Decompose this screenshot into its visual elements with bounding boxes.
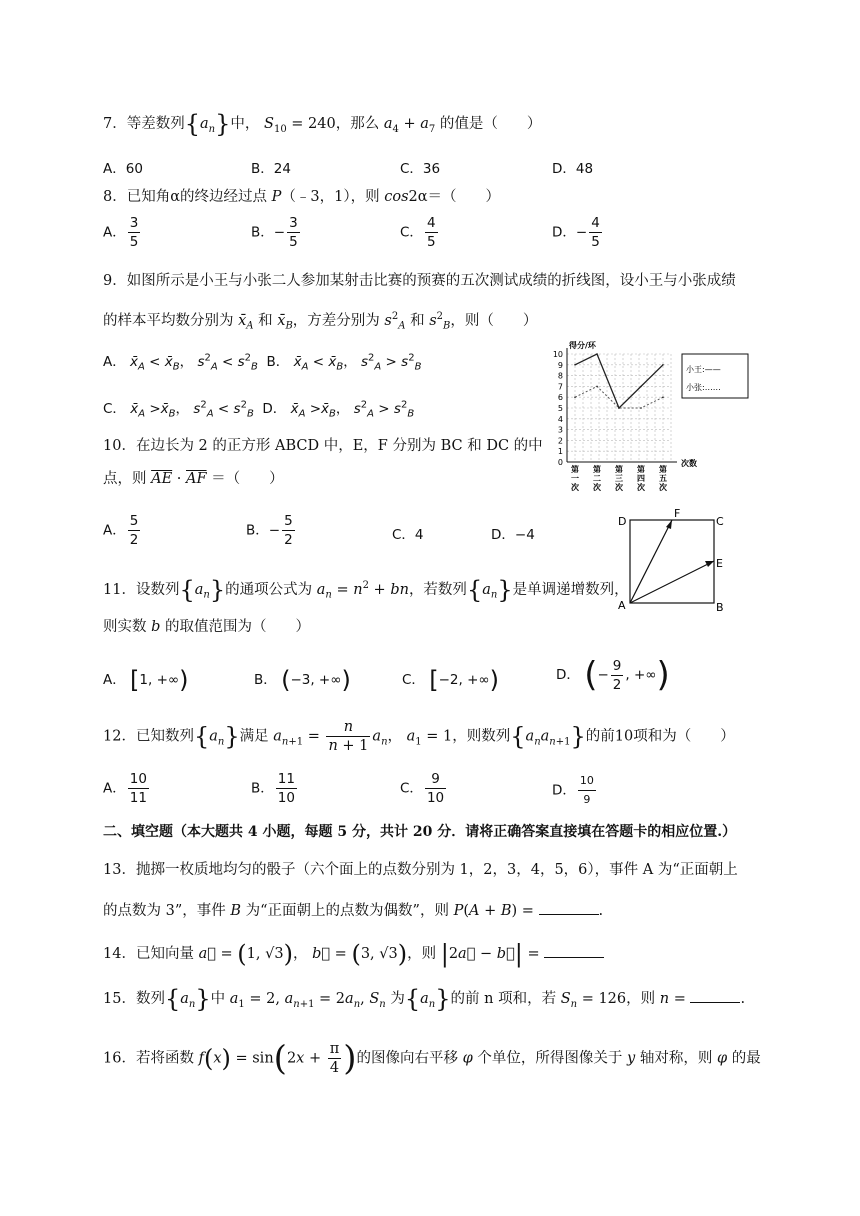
series-line-xiaowang (575, 354, 663, 408)
q8-option-a[interactable]: A． $\frac{3}{5}$ (103, 215, 139, 250)
q9-options-row2[interactable]: C． $x̄_A$ $>x̄_B$， $s^2_A < s^2_B$ D． $x̄_A$ $>x̄_B$， $s^2_A > s^2_B$ (103, 399, 415, 420)
q10-line1: 10．在边长为 2 的正方形 ABCD 中，E，F 分别为 BC 和 DC 的中 (103, 438, 543, 454)
chart-y-tick-label: 10 (552, 350, 563, 359)
chart-point (596, 386, 598, 388)
label-a: A (618, 599, 626, 612)
chart-point (618, 407, 620, 409)
q11-option-a[interactable]: A． [1, +∞) (103, 666, 189, 694)
q10-option-d[interactable]: D．−4 (491, 527, 535, 543)
q16-stem: 16．若将函数 f(x) = sin(2x + $\frac{\pi}{4}$ )的图像向右平移 φ 个单位，所得图像关于 y 轴对称，则 φ 的最 (103, 1038, 761, 1079)
q10-option-b[interactable]: B．− $\frac{5}{2}$ (246, 513, 293, 548)
q12-option-b[interactable]: B． $\frac{11}{10}$ (251, 771, 295, 806)
chart-y-tick-label: 8 (557, 371, 563, 381)
q14-stem: 14．已知向量 a⃗ = (1, √3)， b⃗ = (3, √3)，则 |2a⃗ − b⃗| = (103, 943, 604, 964)
chart-y-tick-label: 9 (557, 360, 563, 370)
q8-stem: 8．已知角α的终边经过点 P（﹣3，1），则 cos2α＝（ ） (103, 189, 501, 205)
q8-option-b[interactable]: B．− $\frac{3}{5}$ (251, 215, 298, 250)
chart-point (662, 364, 664, 366)
chart-y-tick-label: 5 (557, 404, 563, 413)
vector-af (630, 520, 672, 603)
q7-stem: 7．等差数列$\{a_n\}$中， $S_{10} = 240$，那么 $a_4 + a_7$ 的值是（ ） (103, 110, 542, 138)
q11-option-b[interactable]: B． (−3, +∞) (254, 666, 351, 694)
chart-y-tick-label: 6 (557, 393, 563, 403)
q7-option-c[interactable]: C．36 (400, 161, 441, 177)
chart-x-tick-label: 第四次 (637, 465, 645, 492)
chart-point (574, 364, 576, 366)
chart-legend-xiaowang: 小王:—— (686, 365, 721, 374)
q15-stem: 15．数列$\{a_n\}$中 $a_1 = 2$, $a_{n+1} = 2a_n$, $S_n$ 为$\{a_n\}$的前 n 项和，若 $S_n = 126$，则 n = . (103, 985, 746, 1013)
chart-y-tick-label: 3 (557, 425, 563, 435)
q12-option-d[interactable]: D． $\frac{10}{9}$ (552, 774, 594, 806)
square-outline (630, 520, 714, 603)
q8-option-d[interactable]: D．− $\frac{4}{5}$ (552, 215, 600, 250)
q11-option-c[interactable]: C． [−2, +∞) (402, 666, 500, 694)
q13-line2: 的点数为 3”，事件 B 为“正面朝上的点数为偶数”，则 P(A + B) = . (103, 900, 603, 921)
q8-option-c[interactable]: C． $\frac{4}{5}$ (400, 215, 436, 250)
chart-legend-xiaozhang: 小张:…… (686, 383, 721, 392)
chart-point (662, 396, 664, 398)
q11-line2: 则实数 b 的取值范围为（ ） (103, 619, 311, 635)
q10-option-a[interactable]: A． $\frac{5}{2}$ (103, 513, 139, 548)
shooting-score-line-chart (545, 340, 775, 502)
q11-option-d[interactable]: D． (− $\frac{9}{2}$ , +∞) (556, 655, 670, 695)
label-f: F (674, 507, 681, 520)
chart-y-tick-label: 0 (557, 458, 563, 467)
q10-option-c[interactable]: C．4 (392, 527, 424, 543)
chart-y-tick-label: 4 (557, 414, 563, 424)
chart-x-tick-label: 第五次 (659, 465, 667, 492)
chart-x-tick-label: 第二次 (593, 465, 601, 492)
vector-ae-arrow (705, 561, 714, 567)
chart-y-axis-title: 得分/环 (569, 341, 596, 350)
chart-y-tick-label: 1 (557, 447, 563, 457)
chart-point (574, 396, 576, 398)
vector-af-arrow (666, 520, 672, 529)
q7-option-d[interactable]: D．48 (552, 161, 594, 177)
q12-option-a[interactable]: A． $\frac{10}{11}$ (103, 771, 147, 806)
vector-ae (630, 561, 714, 603)
q7-option-a[interactable]: A．60 (103, 161, 143, 177)
q9-line2: 的样本平均数分别为 $x̄_A$ 和 $x̄_B$，方差分别为 $s^2_A$ 和 $s^2_B$，则（ ） (103, 311, 538, 332)
q7-option-b[interactable]: B．24 (251, 161, 291, 177)
label-c: C (716, 515, 724, 528)
q10-line2: 点，则 $\overline{AE} \cdot \overline{AF}$ ＝（ ） (103, 471, 284, 487)
chart-x-axis-title: 次数 (681, 459, 697, 468)
chart-point (596, 353, 598, 355)
chart-point (640, 386, 642, 388)
q9-line1: 9．如图所示是小王与小张二人参加某射击比赛的预赛的五次测试成绩的折线图，设小王与小张成绩 (103, 273, 736, 289)
label-d: D (618, 515, 627, 528)
section-2-heading: 二、填空题（本大题共 4 小题，每题 5 分，共计 20 分．请将正确答案直接填在答题卡的相应位置.） (103, 824, 737, 840)
q11-line1: 11．设数列$\{a_n\}$的通项公式为 $a_n = n^2$ + bn，若数列$\{a_n\}$是单调递增数列， (103, 575, 629, 604)
q12-stem: 12．已知数列$\{a_n\}$满足 $a_{n+1}$ = $\frac{n}{n + 1}$ $a_n$， $a_1 = 1$，则数列$\{a_na_{n+1}\}$的前10项和为（ ） (103, 719, 735, 754)
q12-option-c[interactable]: C． $\frac{9}{10}$ (400, 771, 445, 806)
chart-x-tick-label: 第三次 (615, 465, 623, 492)
q13-answer-blank[interactable] (539, 900, 599, 915)
chart-x-tick-label: 第一次 (571, 465, 579, 492)
chart-point (640, 407, 642, 409)
chart-y-tick-label: 2 (557, 436, 563, 446)
label-e: E (716, 557, 723, 570)
q9-options-row1[interactable]: A． $x̄_A$ < $x̄_B$， $s^2_A < s^2_B$ B． $x̄_A$ < $x̄_B$， $s^2_A > s^2_B$ (103, 352, 422, 373)
q14-answer-blank[interactable] (544, 943, 604, 958)
chart-y-tick-label: 7 (557, 382, 563, 392)
q15-answer-blank[interactable] (690, 988, 740, 1003)
label-b: B (716, 601, 724, 614)
q13-line1: 13．抛掷一枚质地均匀的骰子（六个面上的点数分别为 1，2，3，4，5，6），事件 A 为“正面朝上 (103, 862, 738, 878)
